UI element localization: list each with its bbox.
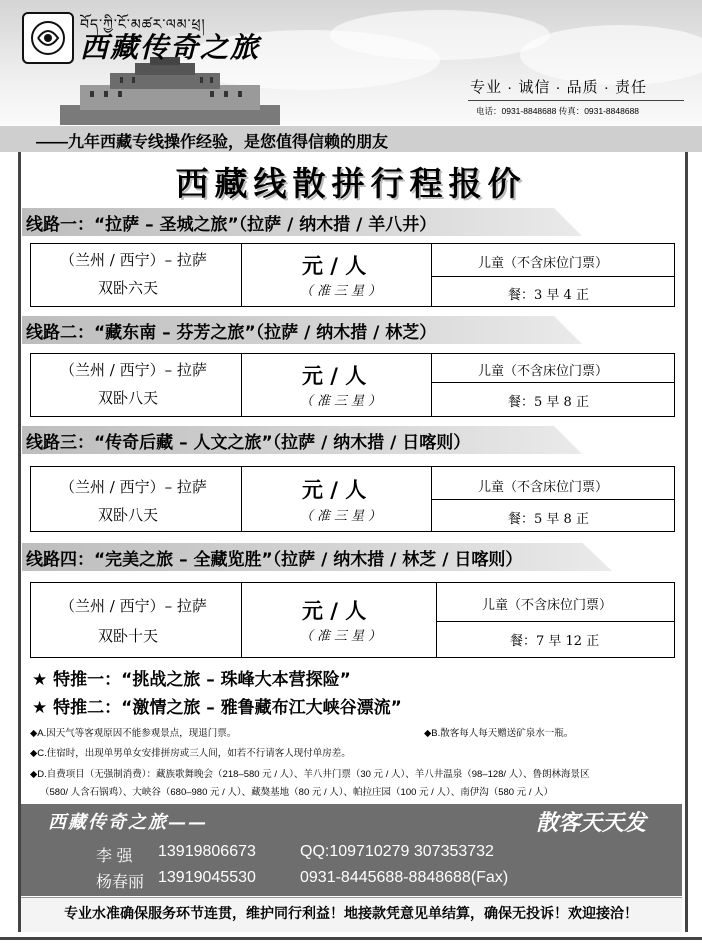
- route-3-from: （兰州 / 西宁）– 拉萨: [60, 478, 207, 496]
- route-2-child: 儿童（不含床位门票）: [478, 364, 609, 379]
- contact-fax: 0931-8445688-8848688(Fax): [300, 869, 509, 886]
- header-divider: [468, 100, 684, 101]
- note-b: ◆B.散客每人每天赠送矿泉水一瓶。: [424, 728, 574, 739]
- route-1-price: 元 / 人: [302, 254, 367, 278]
- note-d-line2: （580/ 人含石锅鸡）、大峡谷（680–980 元 / 人）、藏獒基地（80 元 / 人）、帕拉庄园（100 元 / 人）、南伊沟（580 元 / 人）: [40, 787, 554, 798]
- contact-slogan: 散客天天发: [536, 810, 647, 836]
- route-2-grade: （准三星）: [300, 394, 386, 409]
- route-3-grade: （准三星）: [300, 509, 386, 524]
- route-4-grade: （准三星）: [300, 629, 386, 644]
- footer-text: 专业水准确保服务环节连贯，维护同行利益！地接款凭意见单结算，确保无投诉！欢迎接洽！: [64, 906, 638, 922]
- tagline: ——九年西藏专线操作经验，是您值得信赖的朋友: [36, 134, 389, 151]
- route-4-child: 儿童（不含床位门票）: [482, 598, 613, 613]
- note-d-line1: ◆D.自费项目（无强制消费）：藏族歌舞晚会（218–580 元 / 人）、羊八井门票（30 元 / 人）、羊八井温泉（98–128/ 人）、鲁朗林海景区: [30, 769, 590, 780]
- route-1-heading: 线路一：“拉萨 – 圣城之旅”（拉萨 / 纳木措 / 羊八井）: [26, 215, 437, 235]
- contact-phone-1: 13919806673: [158, 843, 256, 860]
- contact-person-1: 李 强: [96, 848, 133, 865]
- route-3-child: 儿童（不含床位门票）: [478, 480, 609, 495]
- brand-name: 西藏传奇之旅: [80, 31, 261, 64]
- special-2: ★ 特推二：“激情之旅 – 雅鲁藏布江大峡谷漂流”: [32, 698, 402, 718]
- route-2-from: （兰州 / 西宁）– 拉萨: [60, 361, 207, 379]
- note-c: ◆C.住宿时，出现单男单女安排拼房或三人间，如若不行请客人现付单房差。: [30, 748, 351, 759]
- contact-qq: QQ:109710279 307353732: [300, 843, 494, 860]
- route-1-days: 双卧六天: [98, 279, 159, 297]
- special-1: ★ 特推一：“挑战之旅 – 珠峰大本营探险”: [32, 670, 351, 690]
- route-1-meal: 餐：3 早 4 正: [508, 288, 589, 303]
- route-2-days: 双卧八天: [98, 389, 159, 407]
- route-2-heading: 线路二：“藏东南 – 芬芳之旅”（拉萨 / 纳木措 / 林芝）: [26, 323, 437, 343]
- route-2-price: 元 / 人: [302, 364, 367, 388]
- tibetan-brand-text: བོད་ཀྱི་ངོ་མཚར་ལམ་ཕྲ།: [80, 17, 206, 33]
- bottom-border: [0, 937, 702, 940]
- route-3-days: 双卧八天: [98, 506, 159, 524]
- route-4-days: 双卧十天: [98, 627, 159, 645]
- route-2-meal: 餐：5 早 8 正: [508, 395, 589, 410]
- note-a: ◆A.因天气等客观原因不能参观景点，现退门票。: [30, 728, 237, 739]
- route-3-meal: 餐：5 早 8 正: [508, 512, 589, 527]
- page-title: 西藏线散拼行程报价: [175, 164, 527, 203]
- route-1-grade: （准三星）: [300, 284, 386, 299]
- route-4-meal: 餐：7 早 12 正: [510, 634, 600, 649]
- route-4-heading: 线路四：“完美之旅 – 全藏览胜”（拉萨 / 纳木措 / 林芝 / 日喀则）: [26, 550, 523, 570]
- route-1-child: 儿童（不含床位门票）: [478, 256, 609, 271]
- header-slogan: 专业 · 诚信 · 品质 · 责任: [470, 79, 647, 96]
- route-4-from: （兰州 / 西宁）– 拉萨: [60, 597, 207, 615]
- logo-icon: [22, 12, 74, 64]
- contact-brand: 西藏传奇之旅——: [48, 812, 208, 833]
- route-1-from: （兰州 / 西宁）– 拉萨: [60, 251, 207, 269]
- route-3-heading: 线路三：“传奇后藏 – 人文之旅”（拉萨 / 纳木措 / 日喀则）: [26, 433, 471, 453]
- route-4-price: 元 / 人: [302, 599, 367, 623]
- contact-phone-2: 13919045530: [158, 869, 256, 886]
- contact-person-2: 杨春丽: [96, 874, 145, 891]
- route-3-price: 元 / 人: [302, 478, 367, 502]
- header-phone: 电话：0931-8848688 传真：0931-8848688: [476, 106, 640, 116]
